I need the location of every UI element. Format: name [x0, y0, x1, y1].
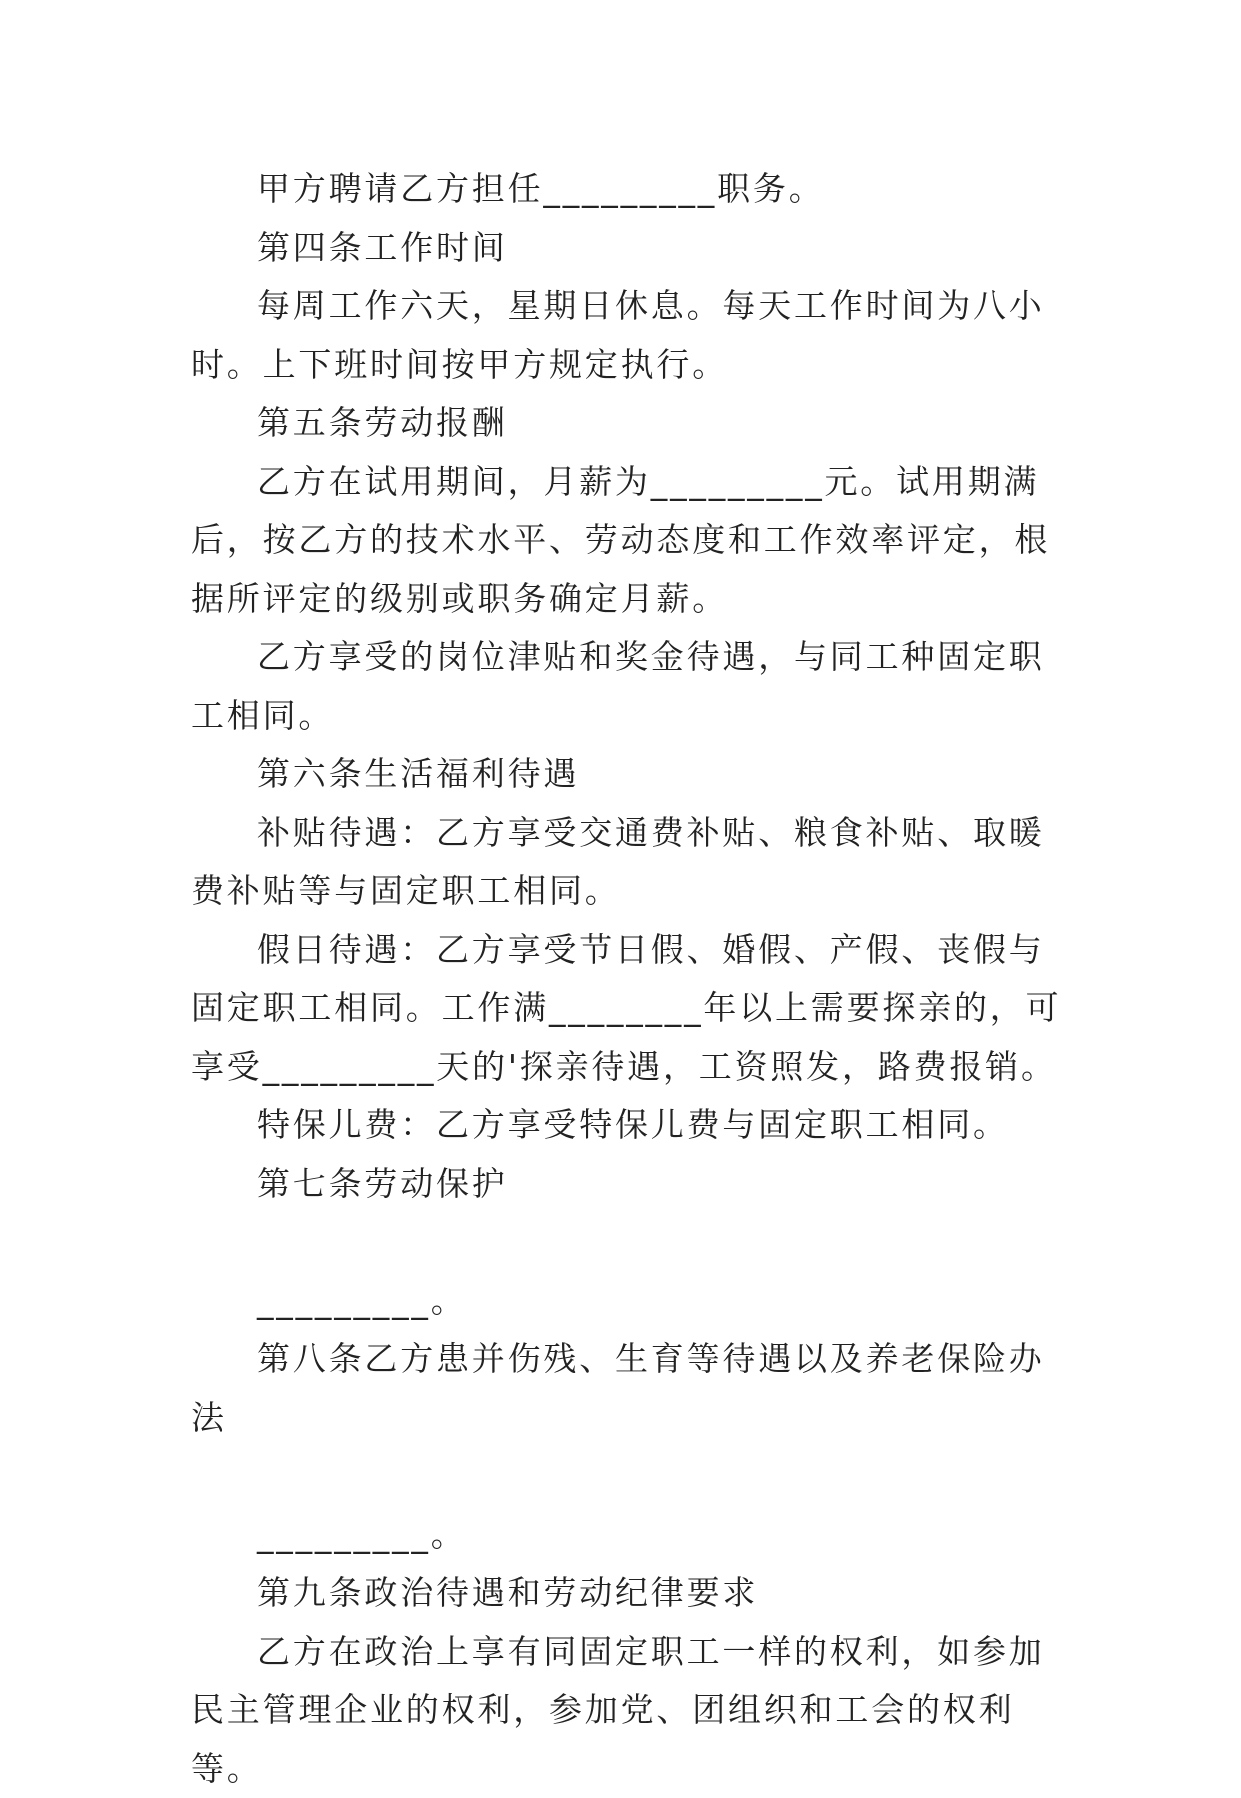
article-8-heading: 第八条乙方患并伤残、生育等待遇以及养老保险办法 [191, 1330, 1071, 1447]
paragraph-holiday: 假日待遇：乙方享受节日假、婚假、产假、丧假与固定职工相同。工作满________年以上需要探亲的，可享受_________天的'探亲待遇，工资照发，路费报销。 [191, 921, 1071, 1097]
paragraph-working-hours: 每周工作六天，星期日休息。每天工作时间为八小时。上下班时间按甲方规定执行。 [191, 277, 1071, 394]
blank-line [191, 1213, 1071, 1272]
document-body [191, 160, 1071, 1798]
article-9-heading: 第九条政治待遇和劳动纪律要求 [191, 1564, 1071, 1623]
article-4-heading: 第四条工作时间 [191, 219, 1071, 278]
paragraph-salary: 乙方在试用期间，月薪为_________元。试用期满后，按乙方的技术水平、劳动态度和工作效率评定，根据所评定的级别或职务确定月薪。 [191, 453, 1071, 629]
paragraph-political-rights: 乙方在政治上享有同固定职工一样的权利，如参加民主管理企业的权利，参加党、团组织和工会的权利等。 [191, 1623, 1071, 1798]
article-6-heading: 第六条生活福利待遇 [191, 745, 1071, 804]
paragraph-allowance: 乙方享受的岗位津贴和奖金待遇，与同工种固定职工相同。 [191, 628, 1071, 745]
article-5-heading: 第五条劳动报酬 [191, 394, 1071, 453]
article-7-heading: 第七条劳动保护 [191, 1155, 1071, 1214]
paragraph-pension-blank: _________。 [191, 1506, 1071, 1565]
paragraph-position: 甲方聘请乙方担任_________职务。 [191, 160, 1071, 219]
paragraph-labor-protection-blank: _________。 [191, 1272, 1071, 1331]
blank-line [191, 1447, 1071, 1506]
paragraph-subsidy: 补贴待遇：乙方享受交通费补贴、粮食补贴、取暖费补贴等与固定职工相同。 [191, 804, 1071, 921]
paragraph-child-fee: 特保儿费：乙方享受特保儿费与固定职工相同。 [191, 1096, 1071, 1155]
